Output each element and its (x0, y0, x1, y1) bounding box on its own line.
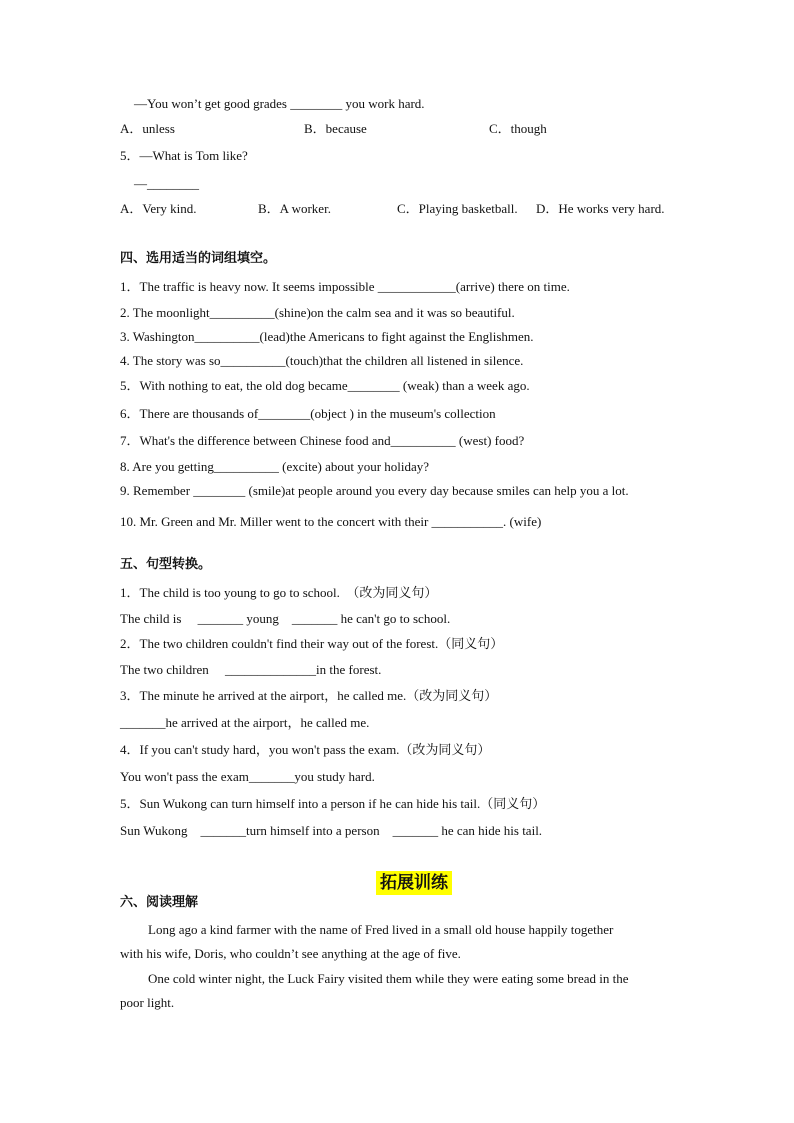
s5-line-1: 1．The child is too young to go to school. （改为同义句） (120, 585, 438, 600)
s5-line-5: 3．The minute he arrived at the airport，he called me.（改为同义句） (120, 688, 498, 703)
s4-item-8: 8. Are you getting__________ (excite) about your holiday? (120, 459, 430, 474)
s4-item-5: 5．With nothing to eat, the old dog became________ (weak) than a week ago. (120, 378, 530, 393)
q5-question: 5．—What is Tom like? (120, 148, 248, 163)
s5-line-3: 2．The two children couldn't find their way out of the forest.（同义句） (120, 636, 504, 651)
reading-line-3: One cold winter night, the Luck Fairy visited them while they were eating some bread in the (148, 971, 629, 986)
s4-item-4: 4. The story was so__________(touch)that the children all listened in silence. (120, 353, 524, 368)
reading-line-1: Long ago a kind farmer with the name of Fred lived in a small old house happily together (148, 922, 614, 937)
q4-option-c: C．though (489, 121, 547, 136)
s5-line-10: Sun Wukong _______turn himself into a person _______ he can hide his tail. (120, 823, 543, 838)
q5-answer-line: —________ (134, 176, 199, 191)
s5-line-7: 4．If you can't study hard，you won't pass the exam.（改为同义句） (120, 742, 491, 757)
s5-line-8: You won't pass the exam_______you study hard. (120, 769, 375, 784)
s5-line-6: _______he arrived at the airport，he called me. (120, 715, 370, 730)
s5-line-2: The child is _______ young _______ he can't go to school. (120, 611, 451, 626)
extension-training-banner: 拓展训练 (376, 871, 452, 895)
q4-option-b: B．because (304, 121, 367, 136)
s4-item-2: 2. The moonlight__________(shine)on the calm sea and it was so beautiful. (120, 305, 515, 320)
s5-line-9: 5．Sun Wukong can turn himself into a person if he can hide his tail.（同义句） (120, 796, 546, 811)
section-5-title: 五、句型转换。 (120, 557, 212, 572)
q4-option-a: A．unless (120, 121, 175, 136)
s4-item-1: 1．The traffic is heavy now. It seems impossible ____________(arrive) there on time. (120, 279, 570, 294)
s4-item-10: 10. Mr. Green and Mr. Miller went to the concert with their ___________. (wife) (120, 514, 542, 529)
reading-line-4: poor light. (120, 995, 175, 1010)
reading-line-2: with his wife, Doris, who couldn’t see anything at the age of five. (120, 946, 461, 961)
s4-item-9: 9. Remember ________ (smile)at people around you every day because smiles can help you a lot. (120, 483, 629, 498)
s4-item-6: 6．There are thousands of________(object ) in the museum's collection (120, 406, 496, 421)
s5-line-4: The two children ______________in the forest. (120, 662, 382, 677)
section-4-title: 四、选用适当的词组填空。 (120, 251, 277, 266)
s4-item-3: 3. Washington__________(lead)the Americans to fight against the Englishmen. (120, 329, 534, 344)
section-6-title: 六、阅读理解 (120, 895, 199, 910)
q5-option-a: A．Very kind. (120, 201, 197, 216)
q5-option-d: D．He works very hard. (536, 201, 665, 216)
q5-option-c: C．Playing basketball. (397, 201, 518, 216)
q5-option-b: B．A worker. (258, 201, 331, 216)
q4-line: —You won’t get good grades ________ you work hard. (134, 96, 425, 111)
s4-item-7: 7．What's the difference between Chinese food and__________ (west) food? (120, 433, 525, 448)
